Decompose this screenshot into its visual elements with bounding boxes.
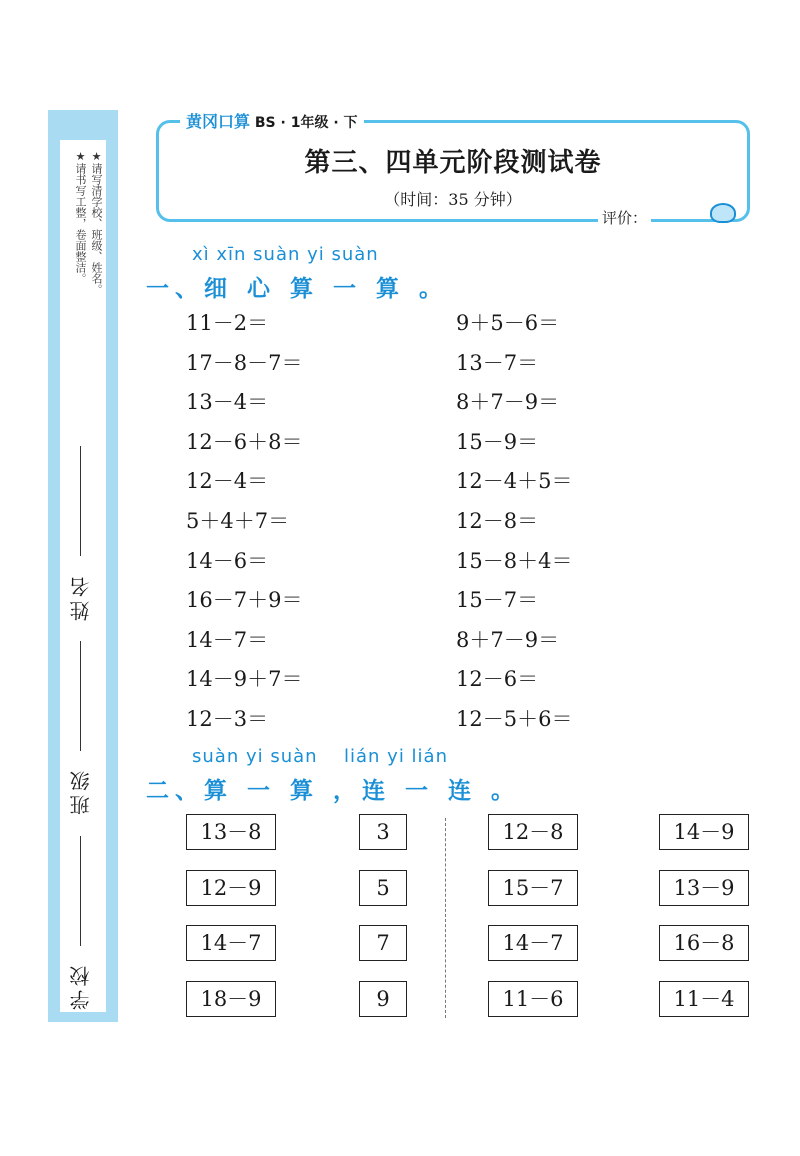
dashed-divider [445, 818, 446, 1018]
problem-right-10[interactable]: 12－6＝ [456, 667, 539, 692]
problem-left-5[interactable]: 12－4＝ [186, 469, 269, 494]
class-label: 班级 [69, 767, 93, 816]
problem-left-2[interactable]: 17－8－7＝ [186, 350, 303, 375]
problem-left-1[interactable]: 11－2＝ [186, 311, 269, 335]
match-box-col3-3[interactable]: 14－7 [488, 925, 578, 961]
match-box-col1-2[interactable]: 12－9 [186, 870, 276, 906]
problem-right-2[interactable]: 13－7＝ [456, 350, 539, 375]
snail-icon [710, 203, 736, 223]
match-box-col1-4[interactable]: 18－9 [186, 981, 276, 1017]
brand-logo: 黄冈口算 [186, 112, 251, 131]
school-label: 学校 [69, 962, 93, 1010]
instructions [62, 150, 104, 450]
match-box-col4-2[interactable]: 13－9 [659, 870, 749, 906]
section2-heading: 二、算 一 算 ，连 一 连 。 [146, 778, 521, 804]
match-box-col2-1[interactable]: 3 [359, 814, 407, 850]
brand [180, 109, 364, 132]
problem-left-8[interactable]: 16－7＋9＝ [186, 588, 303, 613]
sidebar-panel [60, 140, 106, 1012]
problem-left-3[interactable]: 13－4＝ [186, 390, 269, 415]
page-title: 第三、四单元阶段测试卷 [304, 148, 602, 178]
school-field[interactable] [66, 836, 95, 1010]
match-box-col2-2[interactable]: 5 [359, 870, 407, 906]
instruction-1: ★请写清学校、班级、姓名。 [90, 150, 103, 295]
section1-pinyin: xì xīn suàn yi suàn [192, 244, 379, 265]
match-box-col1-1[interactable]: 13－8 [186, 814, 276, 850]
time-limit: （时间：35 分钟） [384, 190, 522, 209]
name-field[interactable] [66, 446, 95, 620]
problem-right-6[interactable]: 12－8＝ [456, 509, 539, 533]
match-box-col3-2[interactable]: 15－7 [488, 870, 578, 906]
section1-heading: 一、细 心 算 一 算 。 [146, 276, 449, 302]
problem-left-11[interactable]: 12－3＝ [186, 707, 269, 731]
match-box-col4-1[interactable]: 14－9 [659, 814, 749, 850]
instruction-2: ★请书写工整，卷面整洁。 [74, 150, 87, 284]
match-box-col2-3[interactable]: 7 [359, 925, 407, 961]
match-box-col4-3[interactable]: 16－8 [659, 925, 749, 961]
problem-right-8[interactable]: 15－7＝ [456, 588, 539, 613]
section2-pinyin-b: lián yi lián [344, 746, 448, 767]
problem-right-4[interactable]: 15－9＝ [456, 429, 539, 454]
match-box-col4-4[interactable]: 11－4 [659, 981, 749, 1017]
problem-left-9[interactable]: 14－7＝ [186, 627, 269, 652]
problem-right-5[interactable]: 12－4＋5＝ [456, 469, 573, 494]
match-box-col3-4[interactable]: 11－6 [488, 981, 578, 1017]
class-field[interactable] [66, 641, 95, 815]
problem-left-10[interactable]: 14－9＋7＝ [186, 667, 303, 692]
problem-right-1[interactable]: 9＋5－6＝ [456, 311, 560, 335]
problem-right-11[interactable]: 12－5＋6＝ [456, 707, 573, 731]
brand-meta: BS · 1年级 · 下 [254, 115, 358, 131]
problem-right-3[interactable]: 8＋7－9＝ [456, 390, 560, 415]
problem-left-7[interactable]: 14－6＝ [186, 548, 269, 573]
match-box-col3-1[interactable]: 12－8 [488, 814, 578, 850]
evaluation-label: 评价： [598, 207, 651, 228]
section2-pinyin-a: suàn yi suàn [192, 746, 318, 767]
student-info-fields [66, 430, 106, 1010]
problem-right-9[interactable]: 8＋7－9＝ [456, 627, 560, 652]
problem-left-6[interactable]: 5＋4＋7＝ [186, 509, 290, 533]
problem-left-4[interactable]: 12－6＋8＝ [186, 429, 303, 454]
problem-right-7[interactable]: 15－8＋4＝ [456, 548, 573, 573]
sidebar-strip [48, 110, 118, 1022]
name-label: 姓名 [69, 572, 93, 621]
match-box-col2-4[interactable]: 9 [359, 981, 407, 1017]
match-box-col1-3[interactable]: 14－7 [186, 925, 276, 961]
